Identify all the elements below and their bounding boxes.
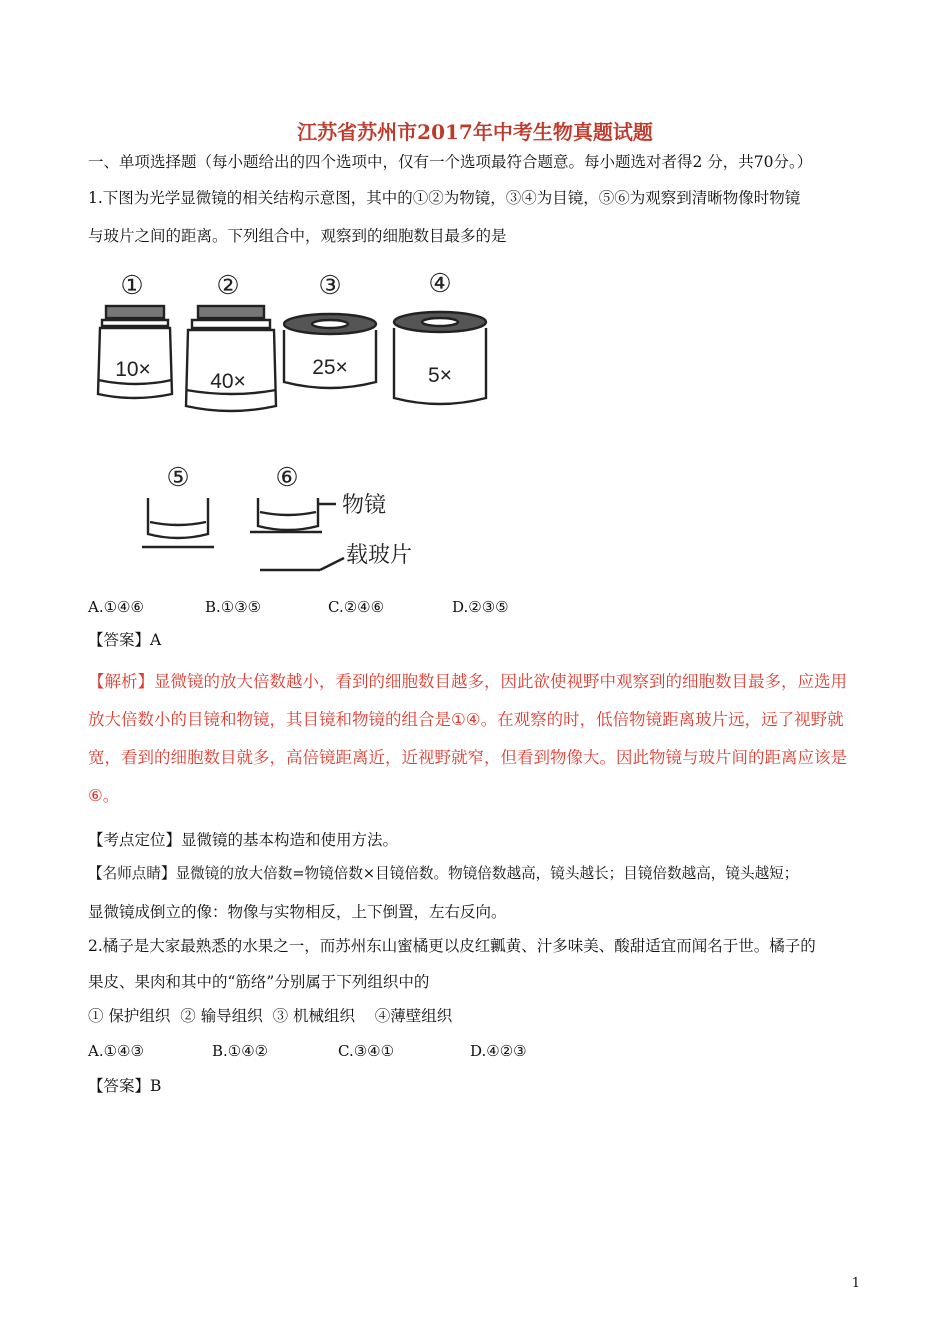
q2-option-c: C.③④①	[338, 1042, 395, 1060]
q1-option-d: D.②③⑤	[452, 598, 509, 616]
q1-mingshi-line1: 【名师点睛】显微镜的放大倍数=物镜倍数×目镜倍数。物镜倍数越高，镜头越长；目镜倍数越高，镜头越短；	[88, 865, 799, 882]
q1-analysis-line3: 宽，看到的细胞数目就多，高倍镜距离近，近视野就窄，但看到物像大。因此物镜与玻片间的距离应该是	[88, 748, 847, 767]
mag-10x: 10×	[115, 358, 151, 381]
mag-5x: 5×	[428, 364, 452, 387]
section-heading: 一、单项选择题（每小题给出的四个选项中，仅有一个选项最符合题意。每小题选对者得2 分，共70分。）	[88, 153, 813, 171]
q1-analysis-line4: ⑥。	[88, 786, 120, 805]
label-5: ⑤	[166, 463, 190, 492]
q1-kaodian: 【考点定位】显微镜的基本构造和使用方法。	[88, 831, 399, 849]
q1-option-c: C.②④⑥	[328, 598, 385, 616]
q1-option-a: A.①④⑥	[88, 598, 144, 616]
distance-5	[142, 498, 214, 547]
q1-answer: 【答案】A	[88, 631, 162, 649]
label-3: ③	[318, 271, 342, 300]
q2-answer: 【答案】B	[88, 1077, 162, 1095]
mag-25x: 25×	[312, 356, 348, 379]
objective-lens-2	[186, 306, 276, 411]
label-2: ②	[216, 271, 240, 300]
label-1: ①	[120, 271, 144, 300]
mag-40x: 40×	[210, 370, 246, 393]
objective-lens-1	[98, 306, 172, 398]
eyepiece-4	[394, 312, 486, 404]
q2-stem-line1: 2.橘子是大家最熟悉的水果之一，而苏州东山蜜橘更以皮红瓤黄、汁多味美、酸甜适宜而闻名于世。橘子的	[88, 937, 816, 955]
q2-stem-line2: 果皮、果肉和其中的“筋络”分别属于下列组织中的	[88, 973, 430, 991]
distance-6	[250, 498, 344, 570]
page-title: 江苏省苏州市2017年中考生物真题试题	[297, 120, 653, 144]
q1-stem-line2: 与玻片之间的距离。下列组合中，观察到的细胞数目最多的是	[88, 227, 507, 245]
q2-tissues: ① 保护组织 ② 输导组织 ③ 机械组织 ④薄壁组织	[88, 1007, 453, 1025]
q1-analysis-line1: 【解析】显微镜的放大倍数越小，看到的细胞数目越多，因此欲使视野中观察到的细胞数目最多，应选用	[88, 672, 847, 691]
objective-label: 物镜	[342, 493, 387, 518]
q1-mingshi-line2: 显微镜成倒立的像：物像与实物相反，上下倒置，左右反向。	[88, 903, 507, 921]
page-number: 1	[851, 1276, 860, 1291]
q2-option-d: D.④②③	[470, 1042, 527, 1060]
q1-analysis-line2: 放大倍数小的目镜和物镜，其目镜和物镜的组合是①④。在观察的时，低倍物镜距离玻片远，远了视野就	[88, 710, 844, 729]
q1-option-b: B.①③⑤	[205, 598, 262, 616]
slide-label: 载玻片	[346, 543, 413, 568]
label-4: ④	[428, 269, 452, 298]
q1-stem-line1: 1.下图为光学显微镜的相关结构示意图，其中的①②为物镜，③④为目镜，⑤⑥为观察到清晰物像时物镜	[88, 189, 801, 207]
q2-option-b: B.①④②	[212, 1042, 269, 1060]
microscope-figure	[88, 262, 498, 582]
label-6: ⑥	[275, 463, 299, 492]
q2-option-a: A.①④③	[88, 1042, 144, 1060]
